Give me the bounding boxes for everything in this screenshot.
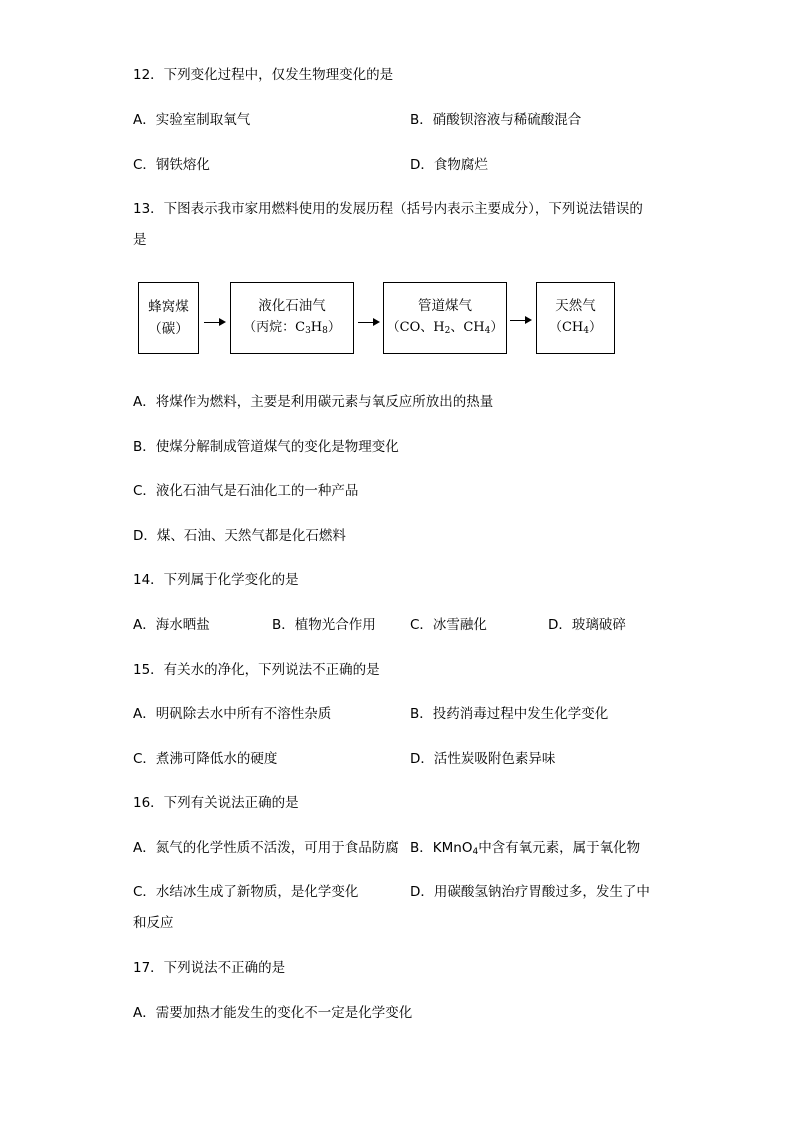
q14-option-c: C．冰雪融化 <box>410 617 487 633</box>
q13-option-d: D．煤、石油、天然气都是化石燃料 <box>133 528 346 544</box>
q12-option-a: A．实验室制取氧气 <box>133 112 251 128</box>
box-sub: （碳） <box>148 321 189 337</box>
q12-option-d: D．食物腐烂 <box>410 157 488 173</box>
diagram-box-natural-gas <box>536 282 615 354</box>
q17-option-a: A．需要加热才能发生的变化不一定是化学变化 <box>133 1005 413 1021</box>
q14-option-b: B．植物光合作用 <box>272 617 376 633</box>
q14-option-d: D．玻璃破碎 <box>548 617 626 633</box>
diagram-box-lpg <box>230 282 354 354</box>
q13-option-a: A．将煤作为燃料，主要是利用碳元素与氧反应所放出的热量 <box>133 394 494 410</box>
q13-stem-line2: 是 <box>133 232 147 248</box>
q13-stem-line1: 13．下图表示我市家用燃料使用的发展历程（括号内表示主要成分），下列说法错误的 <box>133 201 643 217</box>
q14-option-a: A．海水晒盐 <box>133 617 210 633</box>
box-sub: （CH4） <box>548 319 603 336</box>
q17-stem: 17．下列说法不正确的是 <box>133 960 286 976</box>
diagram-box-honeycomb-coal <box>138 282 199 354</box>
q12-option-c: C．钢铁熔化 <box>133 157 210 173</box>
q13-option-c: C．液化石油气是石油化工的一种产品 <box>133 483 359 499</box>
box-title: 管道煤气 <box>418 297 472 314</box>
q13-option-b: B．使煤分解制成管道煤气的变化是物理变化 <box>133 439 399 455</box>
q15-stem: 15．有关水的净化，下列说法不正确的是 <box>133 662 380 678</box>
arrow-icon <box>358 322 380 324</box>
q16-option-a: A．氮气的化学性质不活泼，可用于食品防腐 <box>133 840 399 856</box>
box-title: 蜂窝煤 <box>148 299 189 315</box>
diagram-box-pipeline-gas <box>383 282 507 354</box>
q15-option-a: A．明矾除去水中所有不溶性杂质 <box>133 706 332 722</box>
q12-option-b: B．硝酸钡溶液与稀硫酸混合 <box>410 112 582 128</box>
q14-stem: 14．下列属于化学变化的是 <box>133 572 299 588</box>
q16-option-c: C．水结冰生成了新物质，是化学变化 <box>133 884 359 900</box>
q16-option-b: B．KMnO4中含有氧元素，属于氧化物 <box>410 840 641 857</box>
q15-option-b: B．投药消毒过程中发生化学变化 <box>410 706 609 722</box>
q15-option-c: C．煮沸可降低水的硬度 <box>133 751 278 767</box>
arrow-icon <box>204 322 226 324</box>
box-sub: （CO、H2、CH4） <box>386 319 504 336</box>
box-sub: （丙烷：C3H8） <box>243 319 341 336</box>
box-title: 液化石油气 <box>258 297 326 314</box>
q15-option-d: D．活性炭吸附色素异味 <box>410 751 556 767</box>
q12-stem: 12．下列变化过程中，仅发生物理变化的是 <box>133 67 394 83</box>
arrow-icon <box>510 320 532 322</box>
q16-stem: 16．下列有关说法正确的是 <box>133 795 299 811</box>
q16-option-d-line1: D．用碳酸氢钠治疗胃酸过多，发生了中 <box>410 884 650 900</box>
q16-option-d-line2: 和反应 <box>133 915 174 931</box>
box-title: 天然气 <box>555 297 596 314</box>
